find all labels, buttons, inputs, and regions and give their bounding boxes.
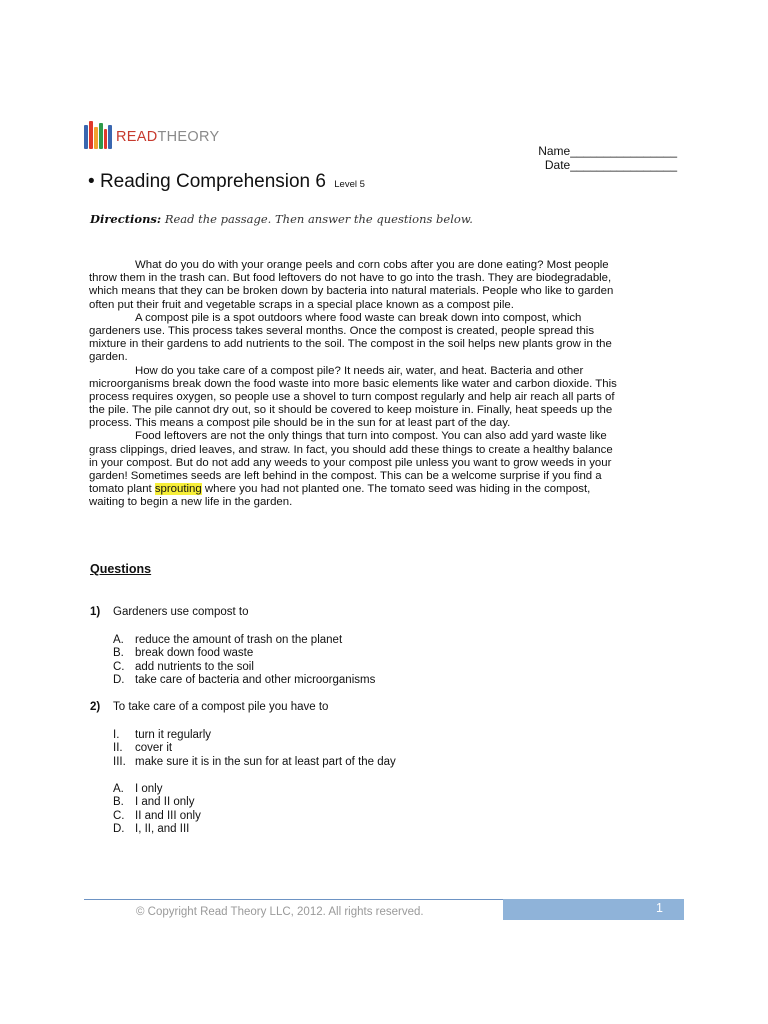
name-line: Name________________ bbox=[538, 144, 677, 158]
readtheory-logo bbox=[84, 118, 219, 150]
passage-line: in your compost. But do not add any weeds to your compost pile unless you want to grow weeds in your bbox=[89, 456, 612, 469]
book-icon bbox=[99, 123, 103, 149]
title-text: Reading Comprehension 6 bbox=[99, 171, 326, 192]
title-bullet: • bbox=[88, 171, 95, 192]
book-icon bbox=[104, 129, 107, 149]
passage-line: A compost pile is a spot outdoors where food waste can break down into compost, which bbox=[135, 311, 582, 324]
question-prompt: To take care of a compost pile you have to bbox=[113, 701, 329, 713]
highlighted-word: sprouting bbox=[154, 483, 202, 496]
statement-numeral: II. bbox=[113, 742, 123, 755]
directions-label: Directions: bbox=[90, 212, 162, 226]
passage-line: microorganisms break down the food waste into more basic elements like water and carbon dioxide. This bbox=[89, 377, 617, 390]
question-1-options bbox=[113, 634, 375, 688]
passage-line: garden! Sometimes seeds are left behind in the compost. This can be a welcome surprise if you find a bbox=[89, 470, 602, 482]
statement-item bbox=[113, 729, 396, 742]
statement-text: turn it regularly bbox=[135, 729, 212, 741]
passage-line: grass clippings, dried leaves, and straw. In fact, you should add these things to create a healthy balance bbox=[89, 443, 613, 456]
answer-option bbox=[113, 796, 201, 809]
book-icon bbox=[89, 121, 93, 149]
passage-line: How do you take care of a compost pile? It needs air, water, and heat. Bacteria and other bbox=[135, 364, 584, 377]
logo-wordmark bbox=[116, 129, 219, 145]
answer-option bbox=[113, 634, 375, 647]
option-letter: D. bbox=[113, 823, 125, 836]
option-text: take care of bacteria and other microorganisms bbox=[135, 674, 376, 687]
page-number: 1 bbox=[656, 901, 663, 915]
statement-item bbox=[113, 742, 396, 755]
answer-option bbox=[113, 823, 201, 836]
passage-text: where you had not planted one. The tomato seed was hiding in the compost, bbox=[201, 483, 591, 496]
question-2-statements bbox=[113, 729, 396, 769]
option-letter: A. bbox=[113, 783, 124, 795]
option-letter: B. bbox=[113, 647, 124, 660]
page-title bbox=[88, 171, 365, 193]
question-number: 2) bbox=[90, 701, 101, 713]
option-letter: A. bbox=[113, 634, 124, 646]
page-number-box bbox=[503, 899, 684, 920]
passage-line-highlighted bbox=[89, 483, 679, 496]
directions bbox=[90, 212, 473, 226]
statement-text: cover it bbox=[135, 742, 173, 755]
statement-numeral: I. bbox=[113, 729, 120, 741]
passage-line: What do you do with your orange peels and corn cobs after you are done eating? Most people bbox=[135, 259, 609, 271]
answer-option bbox=[113, 647, 375, 660]
passage-line: process. This means a compost pile should be in the sun for at least part of the day. bbox=[89, 417, 511, 430]
option-text: add nutrients to the soil bbox=[135, 660, 254, 673]
logo-read: READ bbox=[116, 129, 158, 145]
passage-text: tomato plant bbox=[89, 483, 155, 496]
option-letter: B. bbox=[113, 796, 124, 809]
option-letter: C. bbox=[113, 809, 125, 822]
question-1 bbox=[90, 606, 249, 618]
passage-line: often put their fruit and vegetable scraps in a special place known as a compost pile. bbox=[89, 298, 514, 311]
answer-option bbox=[113, 783, 201, 796]
answer-option bbox=[113, 661, 375, 674]
passage-line: process requires oxygen, so people use a shovel to turn compost regularly and help air reach all parts of bbox=[89, 390, 615, 403]
passage-line: gardeners use. This process takes several months. Once the compost is created, people spread this bbox=[89, 324, 595, 337]
passage-line: throw them in the trash can. But food leftovers do not have to go into the trash. They are biodegradable, bbox=[89, 272, 612, 285]
copyright-text: © Copyright Read Theory LLC, 2012. All rights reserved. bbox=[136, 906, 424, 918]
option-letter: C. bbox=[113, 660, 125, 673]
option-text: break down food waste bbox=[135, 647, 254, 660]
statement-numeral: III. bbox=[113, 755, 126, 768]
option-text: reduce the amount of trash on the planet bbox=[135, 634, 343, 646]
book-icon bbox=[108, 125, 112, 149]
answer-option bbox=[113, 810, 201, 823]
option-text: I, II, and III bbox=[135, 823, 190, 836]
question-2 bbox=[90, 701, 328, 713]
question-2-options bbox=[113, 783, 201, 837]
statement-text: make sure it is in the sun for at least part of the day bbox=[135, 755, 396, 768]
book-icon bbox=[94, 127, 98, 149]
question-prompt: Gardeners use compost to bbox=[113, 606, 249, 618]
passage-line: the pile. The pile cannot dry out, so it should be covered to keep moisture in. Finally, heat speeds up the bbox=[89, 404, 613, 417]
directions-text: Read the passage. Then answer the questions below. bbox=[164, 212, 473, 226]
option-letter: D. bbox=[113, 674, 125, 687]
passage-line: Food leftovers are not the only things that turn into compost. You can also add yard waste like bbox=[135, 430, 607, 443]
logo-theory: THEORY bbox=[157, 129, 220, 145]
date-line: Date________________ bbox=[544, 158, 677, 172]
reading-passage bbox=[89, 259, 679, 510]
questions-heading: Questions bbox=[90, 562, 152, 576]
option-text: II and III only bbox=[135, 809, 201, 822]
passage-line: garden. bbox=[89, 351, 128, 364]
question-number: 1) bbox=[90, 606, 101, 618]
book-icon bbox=[84, 125, 88, 149]
passage-line: waiting to begin a new life in the garden. bbox=[89, 496, 293, 509]
statement-item bbox=[113, 756, 396, 769]
books-logo-icon bbox=[84, 119, 112, 149]
passage-line: mixture in their gardens to add nutrients to the soil. The compost in the soil helps new plants grow in the bbox=[89, 338, 612, 351]
answer-option bbox=[113, 674, 375, 687]
level-label: Level 5 bbox=[334, 179, 365, 190]
passage-line: which means that they can be broken down by bacteria into natural materials. People who like to garden bbox=[89, 285, 614, 298]
name-date-block bbox=[538, 144, 677, 172]
option-text: I only bbox=[135, 783, 163, 795]
option-text: I and II only bbox=[135, 796, 195, 809]
